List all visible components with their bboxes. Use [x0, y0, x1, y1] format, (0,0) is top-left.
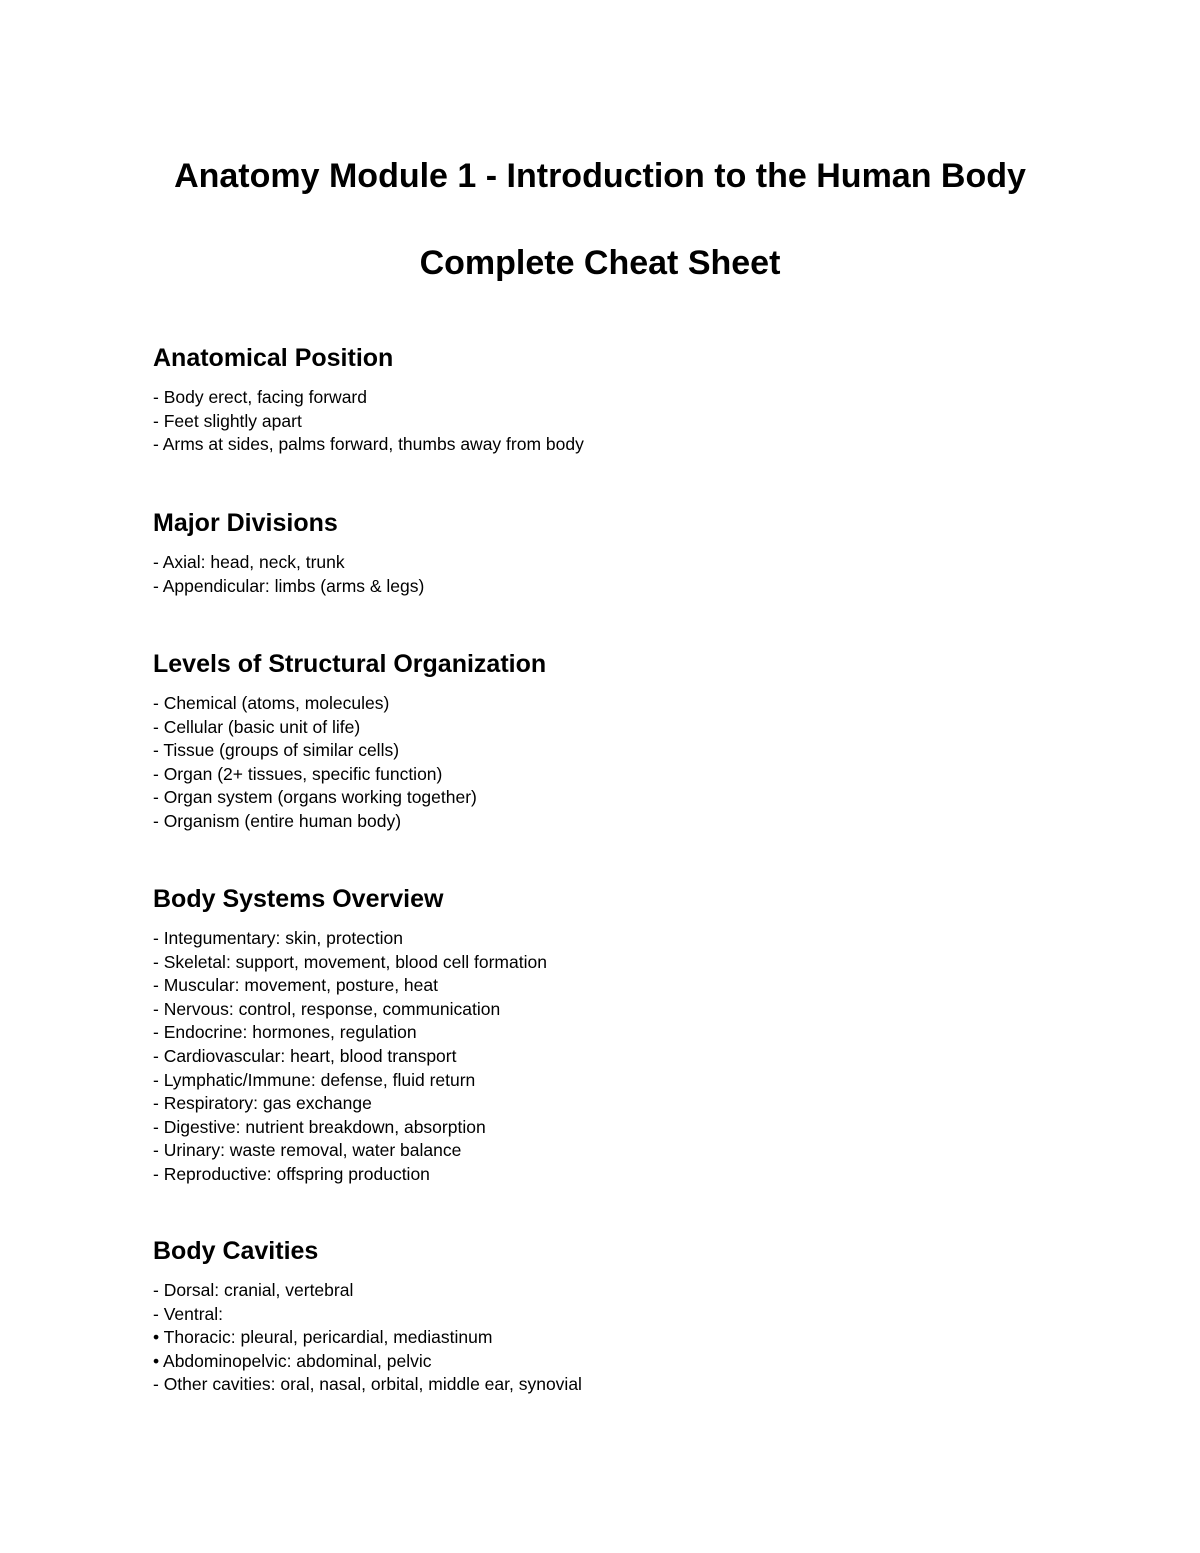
section-body-systems-overview [153, 884, 1053, 1187]
section-levels-of-organization [153, 649, 1053, 834]
list-item: - Respiratory: gas exchange [153, 1093, 372, 1114]
list-item: - Skeletal: support, movement, blood cell formation [153, 951, 547, 972]
list-item: - Chemical (atoms, molecules) [153, 693, 390, 713]
list-item: - Integumentary: skin, protection [153, 928, 403, 948]
list-item: - Digestive: nutrient breakdown, absorption [153, 1116, 486, 1137]
section-heading: Body Systems Overview [153, 885, 444, 913]
list-item: - Body erect, facing forward [153, 387, 367, 407]
document-subtitle: Complete Cheat Sheet [419, 244, 781, 282]
list-item: - Axial: head, neck, trunk [153, 552, 345, 572]
bullet-list [153, 1279, 1053, 1397]
list-item: - Lymphatic/Immune: defense, fluid return [153, 1069, 476, 1090]
section-heading: Major Divisions [153, 509, 338, 537]
section-heading: Levels of Structural Organization [153, 650, 547, 678]
list-item: - Cardiovascular: heart, blood transport [153, 1045, 457, 1066]
bullet-list [153, 551, 1053, 598]
list-item: - Reproductive: offspring production [153, 1163, 430, 1184]
list-item: • Abdominopelvic: abdominal, pelvic [153, 1350, 432, 1371]
section-heading: Anatomical Position [153, 344, 394, 372]
list-item: - Feet slightly apart [153, 410, 302, 431]
section-body-cavities [153, 1236, 1053, 1397]
list-item: - Other cavities: oral, nasal, orbital, middle ear, synovial [153, 1374, 582, 1395]
section-heading: Body Cavities [153, 1237, 319, 1265]
list-item: - Organ system (organs working together) [153, 787, 477, 808]
list-item: - Endocrine: hormones, regulation [153, 1022, 417, 1043]
list-item: - Ventral: [153, 1303, 224, 1324]
list-item: - Nervous: control, response, communication [153, 998, 501, 1019]
list-item: - Tissue (groups of similar cells) [153, 740, 400, 761]
list-item: - Urinary: waste removal, water balance [153, 1140, 462, 1161]
section-anatomical-position [153, 343, 1053, 457]
section-major-divisions [153, 508, 1053, 598]
list-item: - Organ (2+ tissues, specific function) [153, 763, 443, 784]
list-item: - Appendicular: limbs (arms & legs) [153, 575, 425, 596]
document-title: Anatomy Module 1 - Introduction to the Human Body [174, 157, 1026, 195]
list-item: • Thoracic: pleural, pericardial, mediastinum [153, 1327, 493, 1348]
bullet-list [153, 386, 1053, 457]
list-item: - Cellular (basic unit of life) [153, 716, 361, 737]
list-item: - Organism (entire human body) [153, 810, 402, 831]
list-item: - Dorsal: cranial, vertebral [153, 1280, 354, 1300]
bullet-list [153, 692, 1053, 834]
bullet-list [153, 927, 1053, 1187]
list-item: - Arms at sides, palms forward, thumbs away from body [153, 434, 584, 455]
list-item: - Muscular: movement, posture, heat [153, 975, 438, 996]
